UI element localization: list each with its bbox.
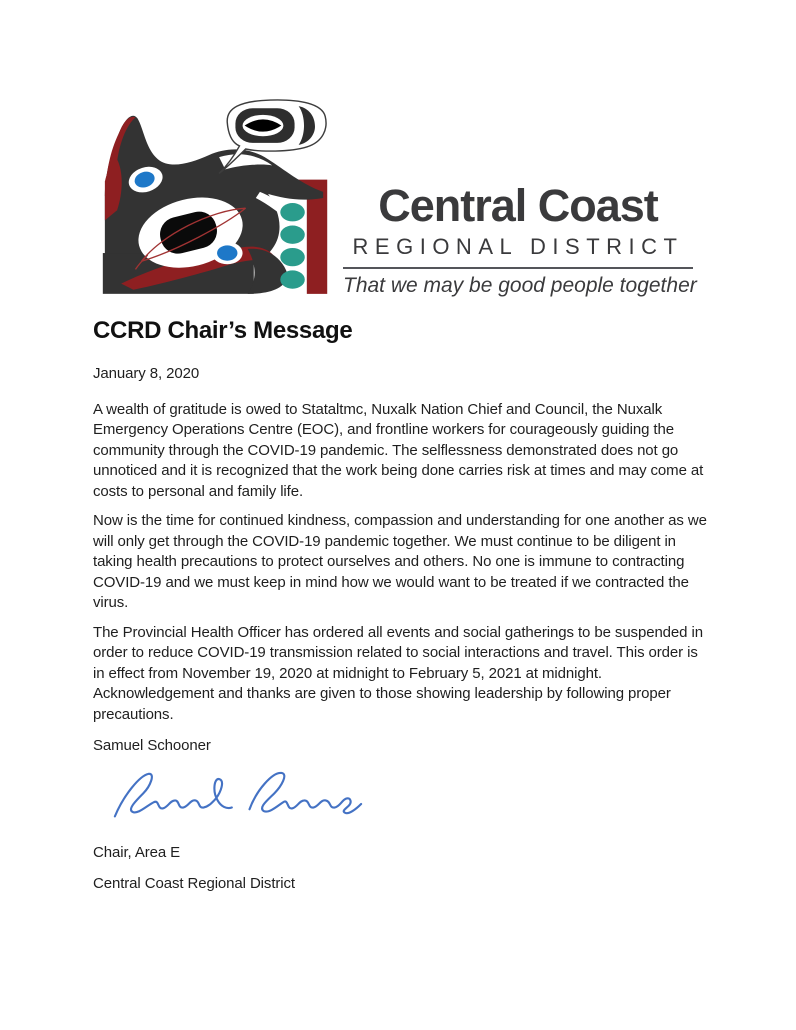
page-title: CCRD Chair’s Message	[93, 317, 353, 344]
ccrd-wordmark	[343, 180, 697, 298]
wordmark-divider	[343, 267, 693, 269]
teal-ovals	[280, 203, 304, 289]
signoff-organization: Central Coast Regional District	[93, 875, 295, 892]
letter-content	[93, 316, 707, 895]
letter-paragraph-3: The Provincial Health Officer has ordered all events and social gatherings to be suspended in order to reduce COVID-19 transmission related to social interactions and travel. This order is in effect from November 19, 2020 at midnight to February 5, 2021 at midnight. Acknowledgement and thanks are given to those showing leadership by following proper precautions.	[93, 623, 703, 723]
signoff-name: Samuel Schooner	[93, 737, 211, 754]
signoff-title: Chair, Area E	[93, 843, 181, 861]
ccrd-logo	[96, 98, 332, 302]
letter-date: January 8, 2020	[93, 365, 200, 382]
signature-handwritten	[93, 765, 383, 827]
org-name-primary: Central Coast	[378, 180, 658, 231]
letter-paragraph-2: Now is the time for continued kindness, compassion and understanding for one another as we will only get through the COVID-19 pandemic together. We must continue to be diligent in taking health precautions to protect ourselves and others. No one is immune to contracting COVID-19 and we must keep in mind how we would want to be treated if we contracted the virus.	[93, 512, 707, 611]
org-name-secondary: REGIONAL DISTRICT	[352, 234, 684, 259]
orca-formline-icon	[96, 98, 332, 302]
letter-paragraph-1: A wealth of gratitude is owed to Stataltmc, Nuxalk Nation Chief and Council, the Nuxalk Emergency Operations Centre (EOC), and frontline workers for courageously guiding the community through the COVID-19 pandemic. The selflessness demonstrated does not go unnoticed and it is recognized that the work being done carries risk at times and may come at costs to personal and family life.	[93, 400, 704, 500]
org-tagline: That we may be good people together	[343, 274, 697, 297]
